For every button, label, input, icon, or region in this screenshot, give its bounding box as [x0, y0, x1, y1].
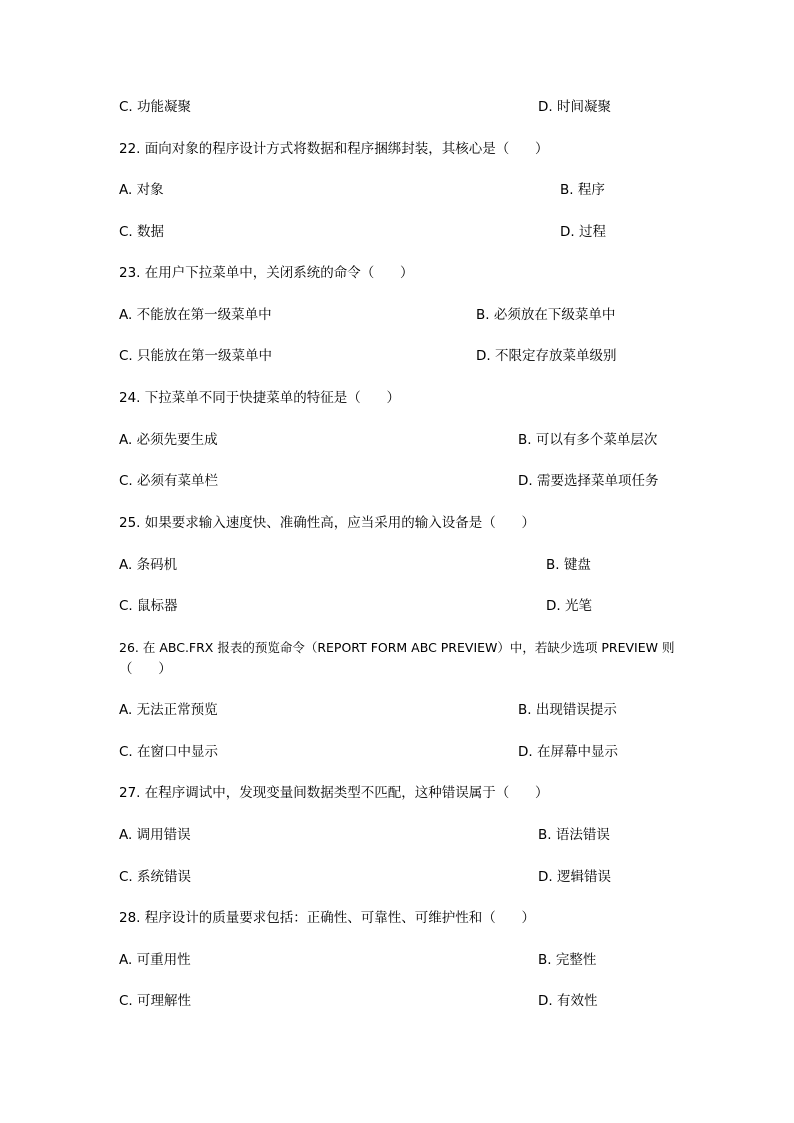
q24-option-d: D. 需要选择菜单项任务 — [518, 473, 659, 489]
q23-option-b: B. 必须放在下级菜单中 — [476, 307, 616, 323]
q26-option-c: C. 在窗口中显示 — [119, 744, 219, 760]
q27-option-b: B. 语法错误 — [538, 827, 610, 843]
q22-option-a: A. 对象 — [119, 182, 164, 198]
q23-option-c: C. 只能放在第一级菜单中 — [119, 348, 273, 364]
q24-option-b: B. 可以有多个菜单层次 — [518, 432, 658, 448]
q24-option-c: C. 必须有菜单栏 — [119, 473, 219, 489]
q27-option-d: D. 逻辑错误 — [538, 869, 611, 885]
q26-option-a: A. 无法正常预览 — [119, 702, 218, 718]
q26-option-d: D. 在屏幕中显示 — [518, 744, 618, 760]
q28-stem: 28. 程序设计的质量要求包括：正确性、可靠性、可维护性和（ ） — [119, 910, 536, 926]
q23-option-d: D. 不限定存放菜单级别 — [476, 348, 617, 364]
q26-stem-line2: （ ） — [119, 661, 172, 677]
q21-option-d: D. 时间凝聚 — [538, 99, 611, 115]
q24-stem: 24. 下拉菜单不同于快捷菜单的特征是（ ） — [119, 390, 401, 406]
q24-option-a: A. 必须先要生成 — [119, 432, 218, 448]
q25-option-d: D. 光笔 — [546, 598, 592, 614]
q27-option-c: C. 系统错误 — [119, 869, 192, 885]
q25-option-c: C. 鼠标器 — [119, 598, 178, 614]
q22-stem: 22. 面向对象的程序设计方式将数据和程序捆绑封装，其核心是（ ） — [119, 141, 549, 157]
q22-option-c: C. 数据 — [119, 224, 165, 240]
q28-option-b: B. 完整性 — [538, 952, 597, 968]
q26-stem-line1: 26. 在 ABC.FRX 报表的预览命令（REPORT FORM ABC PREVIEW）中，若缺少选项 PREVIEW 则 — [119, 640, 675, 655]
q21-option-c: C. 功能凝聚 — [119, 99, 192, 115]
q25-option-a: A. 条码机 — [119, 557, 178, 573]
q27-option-a: A. 调用错误 — [119, 827, 191, 843]
q23-stem: 23. 在用户下拉菜单中，关闭系统的命令（ ） — [119, 265, 414, 281]
q26-option-b: B. 出现错误提示 — [518, 702, 617, 718]
q28-option-c: C. 可理解性 — [119, 993, 192, 1009]
q23-option-a: A. 不能放在第一级菜单中 — [119, 307, 272, 323]
q22-option-b: B. 程序 — [560, 182, 605, 198]
q22-option-d: D. 过程 — [560, 224, 606, 240]
q25-stem: 25. 如果要求输入速度快、准确性高，应当采用的输入设备是（ ） — [119, 515, 536, 531]
q28-option-d: D. 有效性 — [538, 993, 598, 1009]
q27-stem: 27. 在程序调试中，发现变量间数据类型不匹配，这种错误属于（ ） — [119, 785, 549, 801]
q28-option-a: A. 可重用性 — [119, 952, 191, 968]
q25-option-b: B. 键盘 — [546, 557, 591, 573]
